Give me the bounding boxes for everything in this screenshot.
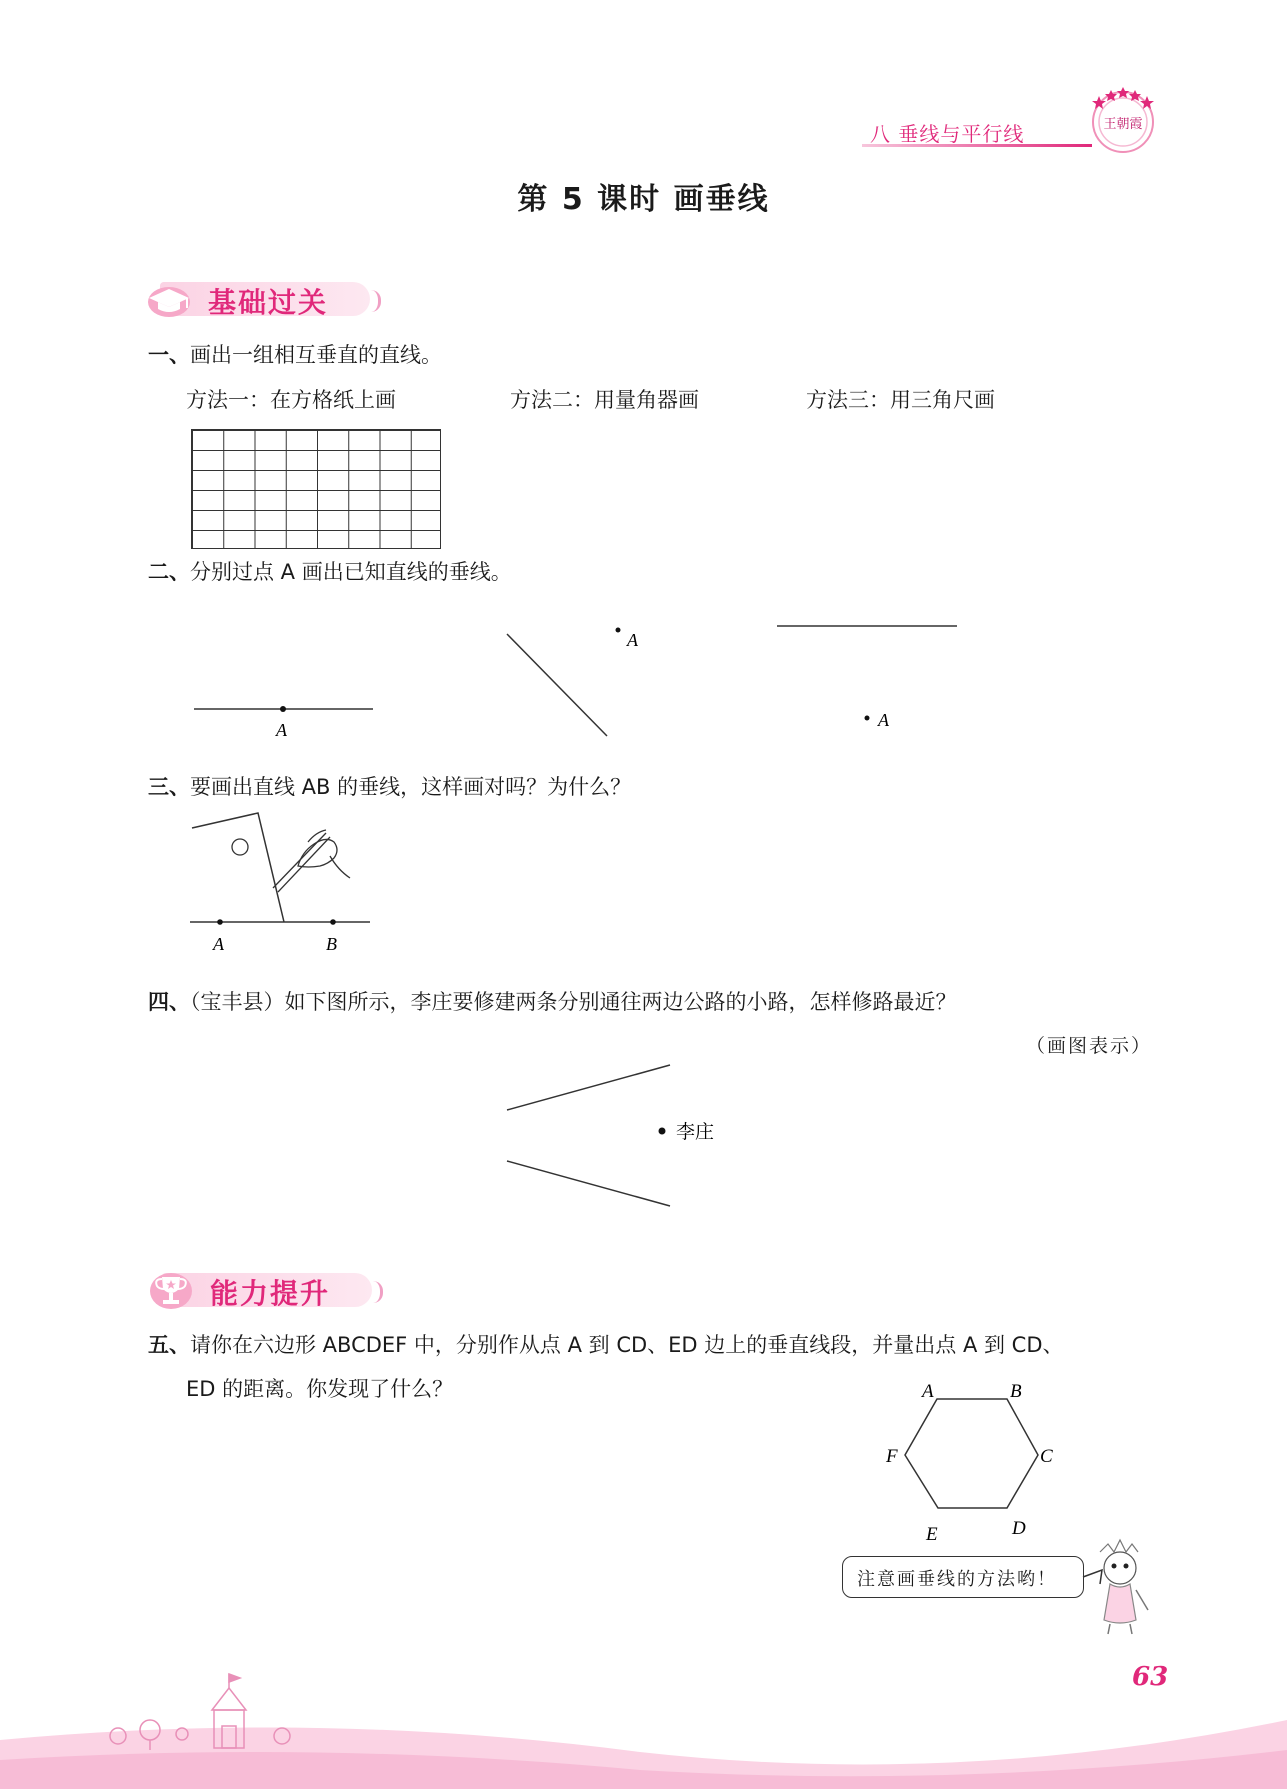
section-title-advanced: 能力提升 xyxy=(210,1277,331,1310)
question-number: 二、 xyxy=(148,560,190,584)
label-a-3: A xyxy=(878,710,889,730)
footer-decoration xyxy=(0,1670,1287,1789)
diagonal-line xyxy=(507,634,607,736)
method-3: 方法三：用三角尺画 xyxy=(806,388,995,412)
vertex-e: E xyxy=(926,1524,938,1545)
vertex-c: C xyxy=(1040,1446,1053,1467)
question-4 xyxy=(148,987,1148,1017)
section-banner-basic xyxy=(146,276,386,322)
page-title: 第 5 课时 画垂线 xyxy=(517,182,770,217)
question-number: 三、 xyxy=(148,775,190,799)
road-top xyxy=(507,1065,670,1110)
chapter-title: 八 垂线与平行线 xyxy=(870,122,1025,146)
question-5-line2: ED 的距离。你发现了什么？ xyxy=(186,1377,454,1401)
q2-figures xyxy=(180,600,980,750)
village-point xyxy=(659,1128,666,1135)
method-2: 方法二：用量角器画 xyxy=(510,388,699,412)
method-1: 方法一：在方格纸上画 xyxy=(186,388,396,412)
question-1 xyxy=(148,340,442,370)
question-text: 要画出直线 AB 的垂线，这样画对吗？为什么？ xyxy=(190,775,632,799)
point-b xyxy=(330,919,336,925)
question-2 xyxy=(148,557,512,587)
q3-figure xyxy=(180,800,380,960)
vertex-b: B xyxy=(1010,1381,1022,1402)
label-b: B xyxy=(326,934,337,954)
hexagon-abcdef xyxy=(905,1399,1038,1508)
question-number: 五、 xyxy=(148,1333,190,1357)
label-a-2: A xyxy=(627,630,638,650)
page-number: 63 xyxy=(1132,1662,1169,1692)
question-4-note: （画图表示） xyxy=(1026,1035,1153,1057)
point-a-2 xyxy=(616,628,621,633)
village-label: 李庄 xyxy=(676,1121,715,1143)
label-a-1: A xyxy=(276,720,287,740)
question-number: 四、 xyxy=(148,990,190,1014)
set-square xyxy=(192,813,284,922)
point-a-1 xyxy=(280,706,286,712)
hand-with-pencil-icon xyxy=(273,830,350,892)
question-text: 画出一组相互垂直的直线。 xyxy=(190,343,442,367)
question-5 xyxy=(148,1330,1148,1360)
vertex-a: A xyxy=(922,1381,934,1402)
label-a: A xyxy=(213,934,224,954)
graduation-cap-icon xyxy=(146,278,192,320)
section-banner-advanced xyxy=(148,1267,388,1313)
question-text: 分别过点 A 画出已知直线的垂线。 xyxy=(190,560,512,584)
point-a-3 xyxy=(865,716,870,721)
hexagon-figure xyxy=(870,1370,1070,1550)
publisher-logo xyxy=(1085,82,1161,158)
q4-figure xyxy=(490,1050,750,1220)
cartoon-character-icon xyxy=(1080,1530,1160,1640)
trophy-icon xyxy=(148,1269,194,1311)
point-a xyxy=(217,919,223,925)
question-number: 一、 xyxy=(148,343,190,367)
question-3 xyxy=(148,772,631,802)
vertex-f: F xyxy=(886,1446,898,1467)
tip-text: 注意画垂线的方法哟！ xyxy=(857,1569,1057,1590)
vertex-d: D xyxy=(1012,1518,1026,1539)
section-title-basic: 基础过关 xyxy=(208,286,329,319)
question-text-line1: 请你在六边形 ABCDEF 中，分别作从点 A 到 CD、ED 边上的垂直线段，并量出点 A 到 CD、 xyxy=(190,1333,1064,1357)
road-bottom xyxy=(507,1161,670,1206)
grid-paper xyxy=(191,429,441,549)
question-text: （宝丰县）如下图所示，李庄要修建两条分别通往两边公路的小路，怎样修路最近？ xyxy=(190,990,957,1014)
logo-text: 王朝霞 xyxy=(1103,117,1143,132)
set-square-hole xyxy=(232,839,248,855)
tip-speech-bubble xyxy=(842,1556,1084,1598)
